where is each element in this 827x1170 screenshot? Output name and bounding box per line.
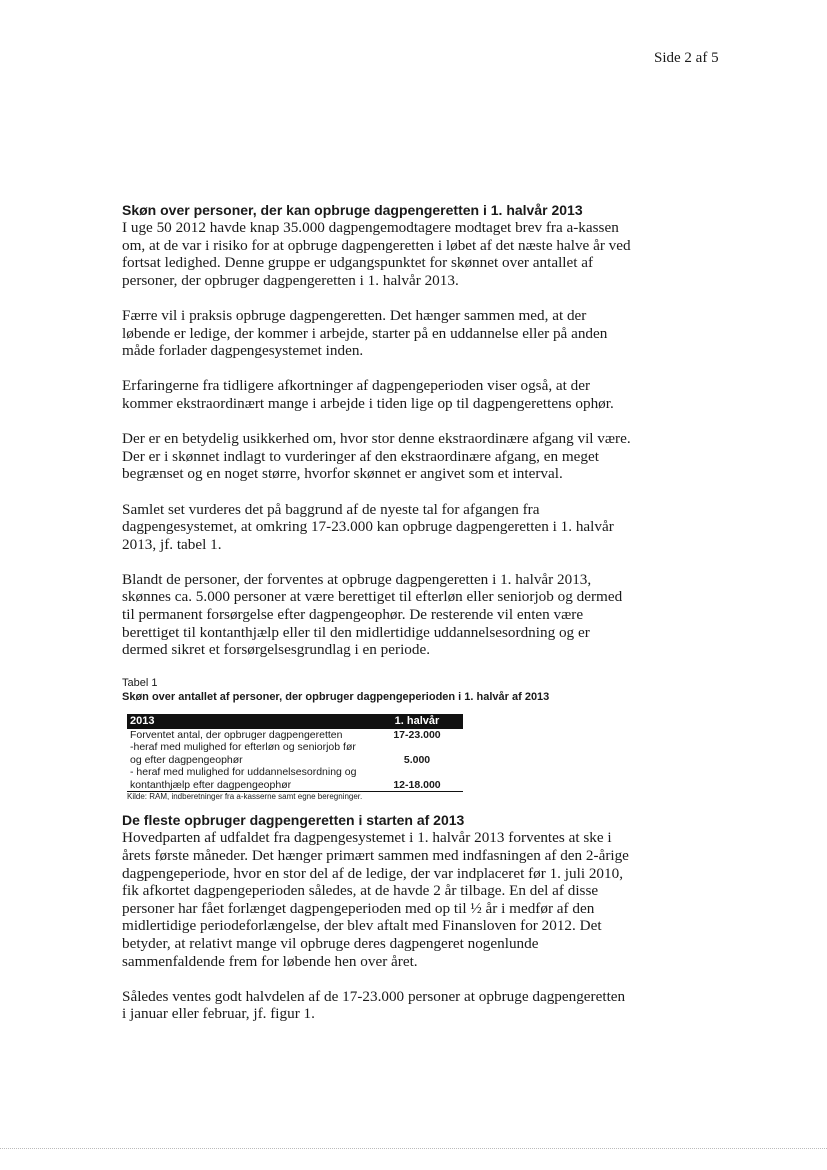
table-row [127,741,463,766]
table-row [127,766,463,792]
table-row-value: 5.000 [403,753,431,766]
section-heading-1: Skøn over personer, der kan opbruge dagpengeretten i 1. halvår 2013 [122,202,583,218]
table-title: Skøn over antallet af personer, der opbruger dagpengeperioden i 1. halvår af 2013 [122,691,550,704]
table-label: Tabel 1 [122,677,158,690]
table-row-label: Forventet antal, der opbruger dagpengeretten [130,728,343,741]
table-row [127,729,463,742]
paragraph: Færre vil i praksis opbruge dagpengeretten. Det hænger sammen med, at der løbende er ledige, der kommer i arbejde, starter på en uddannelse eller på anden måde forlader dagpengesystemet inden. [122,306,608,360]
table-row-value: 17-23.000 [393,728,441,741]
paragraph: Der er en betydelig usikkerhed om, hvor stor denne ekstraordinære afgang vil være. Der er i skønnet indlagt to vurderinger af den ekstraordinære afgang, en meget begrænset og en noget større, hvorfor skønnet er angivet som et interval. [122,430,631,483]
table-row-value: 12-18.000 [371,766,463,792]
page-number: Side 2 af 5 [654,50,719,66]
paragraph: Hovedparten af udfaldet fra dagpengesystemet i 1. halvår 2013 forventes at ske i årets første måneder. Det hænger primært sammen med indfasningen af den 2-årige dagpengeperiode, hvor en stor del af de ledige, der var indplaceret før 1. juli 2010, fik afkortet dagpengeperioden således, at de havde 2 år tilbage. En del af disse personer har fået forlænget dagpengeperioden med op til ½ år i medfør af den midlertidige periodeforlængelse, der blev aftalt med Finansloven for 2012. Det betyder, at relativt mange vil opbruge deres dagpengeret nogenlunde sammenfaldende frem for løbende hen over året. [122,829,629,970]
paragraph: Samlet set vurderes det på baggrund af de nyeste tal for afgangen fra dagpengesystemet, at omkring 17-23.000 kan opbruge dagpengeretten i 1. halvår 2013, jf. tabel 1. [122,500,614,553]
table-header-period: 1. halvår [371,714,463,729]
paragraph: Erfaringerne fra tidligere afkortninger af dagpengeperioden viser også, at der kommer ekstraordinært mange i arbejde i tiden lige op til dagpengerettens ophør. [122,377,614,412]
table-header-year: 2013 [127,714,371,729]
table-row-label: - heraf med mulighed for uddannelsesordning og kontanthjælp efter dagpengeophør [127,766,371,792]
page-bottom-rule [0,1148,827,1149]
table-1 [122,676,632,802]
paragraph: I uge 50 2012 havde knap 35.000 dagpengemodtagere modtaget brev fra a-kassen om, at de var i risiko for at opbruge dagpengeretten i løbet af det næste halve år ved fortsat ledighed. Denne gruppe er udgangspunktet for skønnet over antallet af personer, der opbruger dagpengeretten i 1. halvår 2013. [122,219,631,289]
paragraph: Således ventes godt halvdelen af de 17-23.000 personer at opbruge dagpengeretten i januar eller februar, jf. figur 1. [122,987,626,1023]
table-header-row [127,714,463,729]
statistics-table [127,714,463,792]
paragraph: Blandt de personer, der forventes at opbruge dagpengeretten i 1. halvår 2013, skønnes ca. 5.000 personer at være berettiget til efterløn eller seniorjob og dermed til permanent forsørgelse efter dagpengeophør. De resterende vil enten være berettiget til kontanthjælp eller til den midlertidige uddannelsesordning og er dermed sikret et forsørgelsesgrundlag i en periode. [122,570,623,659]
document-body [122,202,632,1041]
table-row-label: -heraf med mulighed for efterløn og seniorjob før og efter dagpengeophør [130,741,356,766]
section-heading-2: De fleste opbruger dagpengeretten i starten af 2013 [122,812,465,829]
table-source: Kilde: RAM, indberetninger fra a-kasserne samt egne beregninger. [127,792,363,802]
